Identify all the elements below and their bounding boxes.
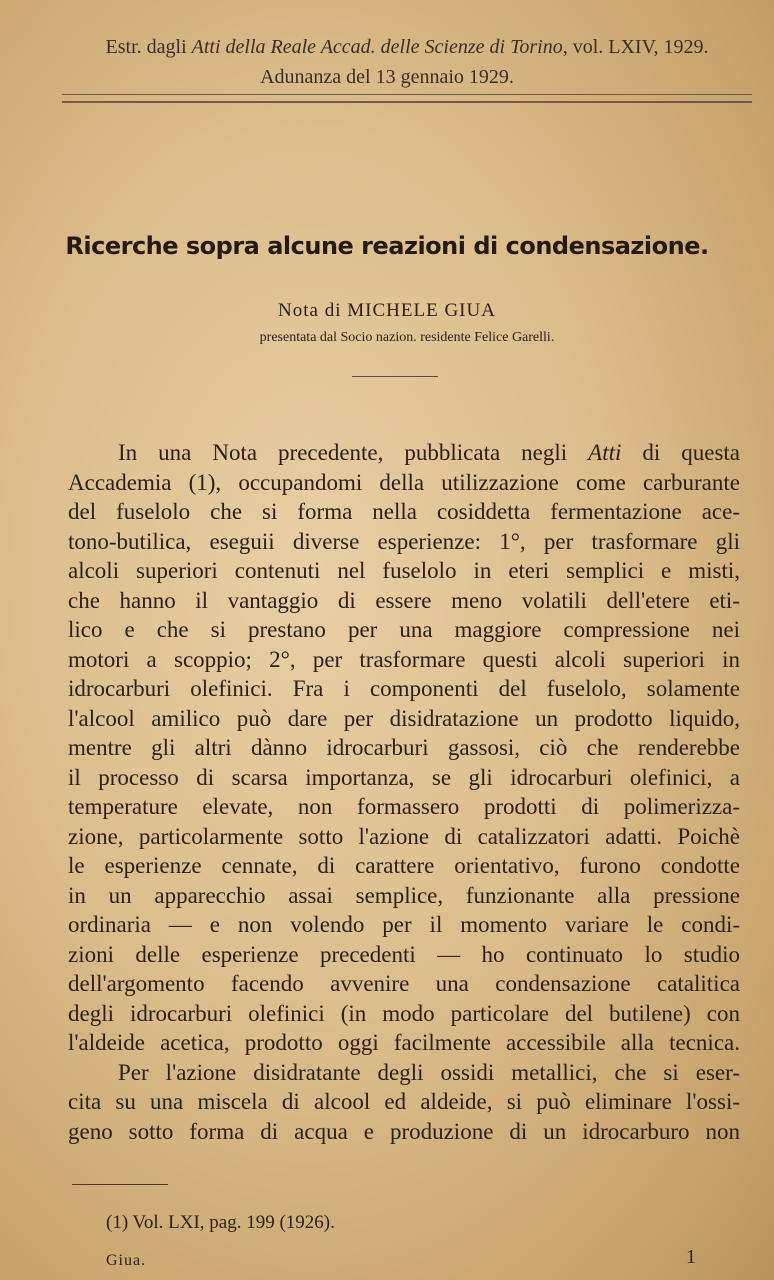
text-line: le esperienze cennate, di carattere orientativo, furono condotte [68, 853, 740, 878]
journal-citation: Estr. dagli Atti della Reale Accad. delle Scienze di Torino, vol. LXIV, 1929. [105, 36, 709, 58]
text-line: temperature elevate, non formassero prodotti di polimerizza- [68, 794, 740, 819]
text-line: cita su una miscela di alcool ed aldeide, si può eliminare l'ossi- [68, 1089, 740, 1114]
text-line: zioni delle esperienze precedenti — ho continuato lo studio [68, 941, 740, 967]
journal-header [0, 32, 774, 92]
text-line: che hanno il vantaggio di essere meno volatili dell'etere eti- [68, 587, 740, 613]
text-line: dell'argomento facendo avvenire una condensazione catalitica [68, 971, 740, 996]
footnote-divider [72, 1184, 168, 1185]
text-line: lico e che si prestano per una maggiore compressione nei [68, 617, 740, 642]
journal-name: Atti della Reale Accad. delle Scienze di Torino [191, 36, 563, 58]
text-line: degli idrocarburi olefinici (in modo particolare del butilene) con [68, 1000, 740, 1026]
text-line: Per l'azione disidratante degli ossidi metallici, che si eser- [118, 1059, 740, 1085]
text-line: tono-butilica, eseguii diverse esperienze: 1°, per trasformare gli [68, 528, 740, 554]
page-number: 1 [686, 1246, 696, 1268]
article-title: Ricerche sopra alcune reazioni di condensazione. [65, 232, 709, 260]
footnote: (1) Vol. LXI, pag. 199 (1926). [106, 1212, 335, 1233]
text-line: alcoli superiori contenuti nel fuselolo in eteri semplici e misti, [68, 558, 740, 583]
text-line: Accademia (1), occupandomi della utilizzazione come carburante [68, 469, 740, 495]
text-line: motori a scoppio; 2°, per trasformare questi alcoli superiori in [68, 646, 740, 672]
article-body [68, 438, 740, 1146]
text-line: In una Nota precedente, pubblicata negli Atti di questa [118, 440, 740, 465]
text-line: del fuselolo che si forma nella cosiddetta fermentazione ace- [68, 499, 740, 524]
author-byline: Nota di MICHELE GIUA [278, 300, 496, 321]
text-line: idrocarburi olefinici. Fra i componenti del fuselolo, solamente [68, 676, 740, 701]
meeting-date: Adunanza del 13 gennaio 1929. [260, 66, 514, 88]
text-line: l'aldeide acetica, prodotto oggi facilmente accessibile alla tecnica. [68, 1030, 740, 1055]
text-line: zione, particolarmente sotto l'azione di catalizzatori adatti. Poichè [68, 823, 740, 849]
title-divider [352, 376, 438, 377]
text-line: geno sotto forma di acqua e produzione di un idrocarburo non [68, 1118, 740, 1144]
paragraph-1 [68, 438, 740, 1058]
header-divider [62, 94, 752, 103]
text-line: l'alcool amilico può dare per disidratazione un prodotto liquido, [68, 705, 740, 731]
text-line: il processo di scarsa importanza, se gli idrocarburi olefinici, a [68, 764, 740, 790]
emphasis-atti: Atti [588, 440, 622, 465]
text-line: in un apparecchio assai semplice, funzionante alla pressione [68, 882, 740, 908]
text-line: ordinaria — e non volendo per il momento variare le condi- [68, 912, 740, 937]
running-footer-author: Giua. [106, 1252, 147, 1269]
paragraph-2 [68, 1058, 740, 1147]
presented-by: presentata dal Socio nazion. residente Felice Garelli. [259, 330, 555, 345]
text-line: mentre gli altri dànno idrocarburi gassosi, ciò che renderebbe [68, 735, 740, 760]
